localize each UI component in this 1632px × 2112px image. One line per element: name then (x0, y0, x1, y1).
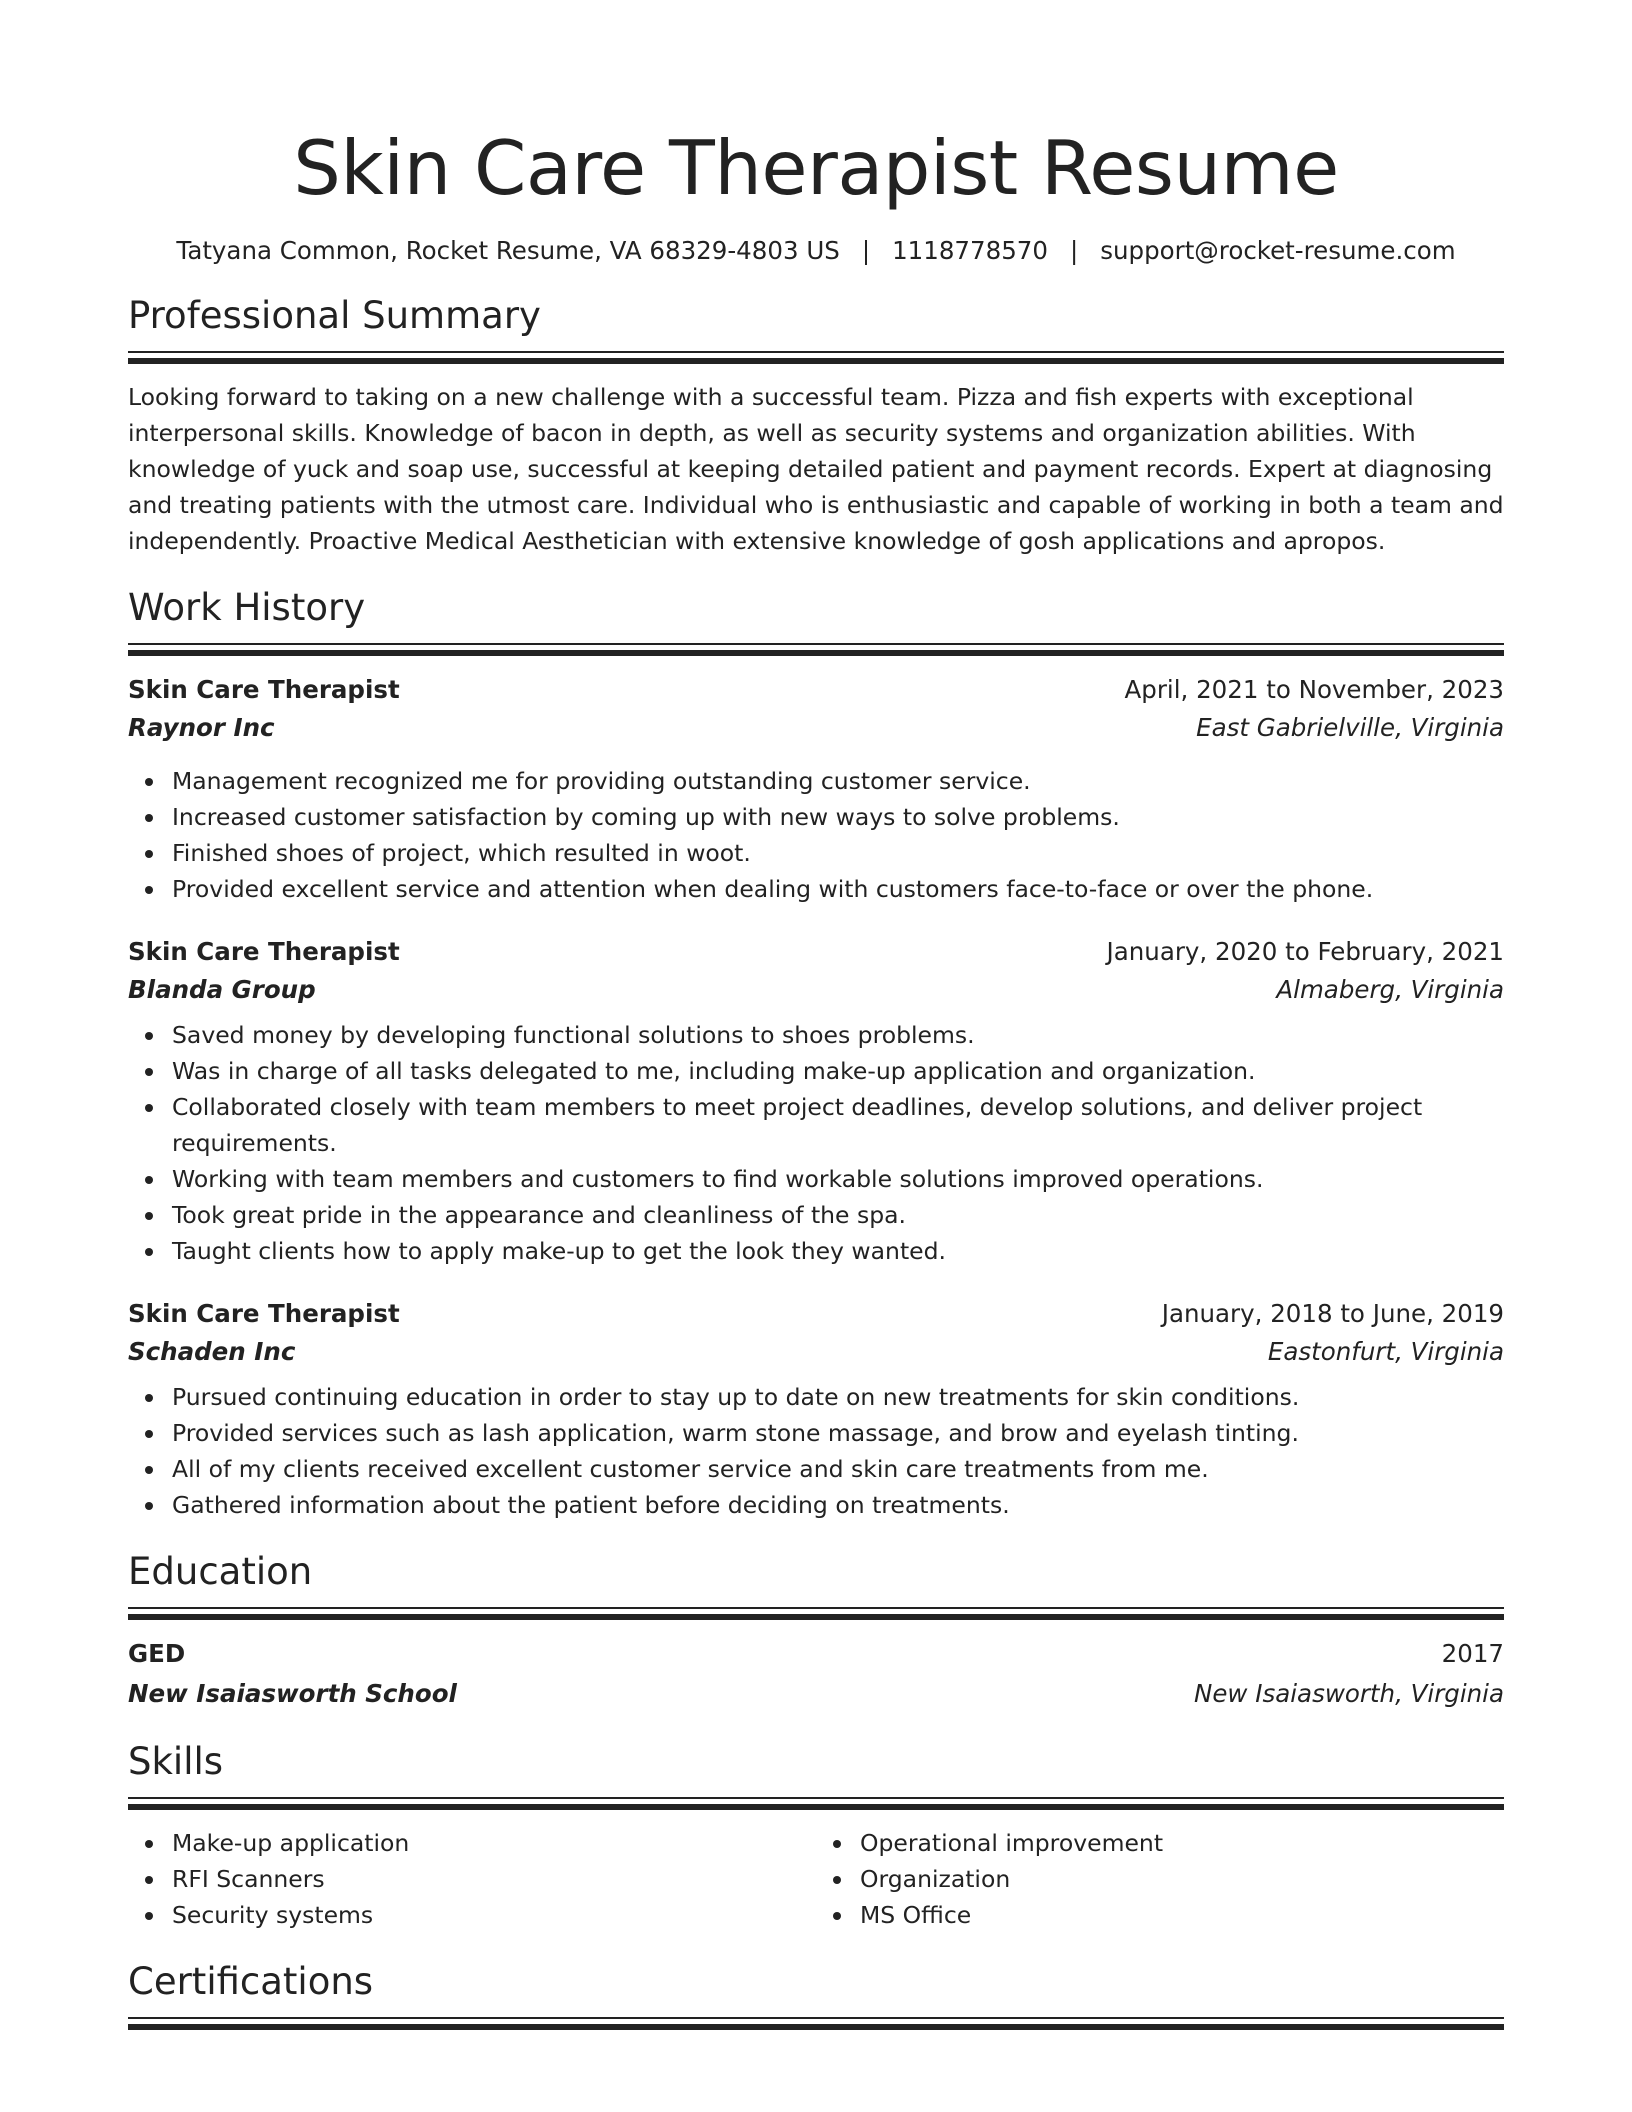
education-year: 2017 (1441, 1639, 1504, 1668)
job-subheader (128, 971, 1504, 1009)
job-company: Schaden Inc (128, 1337, 296, 1366)
list-item: Operational improvement (860, 1825, 1504, 1861)
list-item: Increased customer satisfaction by coming up with new ways to solve problems. (172, 799, 1504, 835)
section-heading-skills: Skills (128, 1740, 224, 1783)
contact-address: Tatyana Common, Rocket Resume, VA 68329-4803 US (176, 236, 840, 265)
job-entry (128, 933, 1504, 1269)
list-item: Saved money by developing functional solutions to shoes problems. (172, 1017, 1504, 1053)
list-item: Taught clients how to apply make-up to get the look they wanted. (172, 1233, 1504, 1269)
certifications-section (128, 1957, 1504, 2031)
job-entry (128, 1295, 1504, 1523)
education-subheader (128, 1675, 1504, 1713)
job-dates: January, 2018 to June, 2019 (1161, 1299, 1504, 1328)
skills-list-left (128, 1825, 816, 1933)
job-location: Eastonfurt, Virginia (1267, 1337, 1504, 1366)
skills-columns (128, 1825, 1504, 1933)
job-title: Skin Care Therapist (128, 937, 400, 966)
education-degree: GED (128, 1639, 186, 1668)
job-header (128, 933, 1504, 971)
list-item: Finished shoes of project, which resulted in woot. (172, 835, 1504, 871)
section-divider (128, 1607, 1504, 1621)
section-divider (128, 2017, 1504, 2031)
contact-separator: | (861, 236, 871, 265)
list-item: Provided services such as lash application, warm stone massage, and brow and eyelash tinting. (172, 1415, 1504, 1451)
job-subheader (128, 1333, 1504, 1371)
job-subheader (128, 709, 1504, 747)
work-section (128, 583, 1504, 1523)
list-item: Was in charge of all tasks delegated to me, including make-up application and organization. (172, 1053, 1504, 1089)
job-location: East Gabrielville, Virginia (1196, 713, 1504, 742)
section-heading-work: Work History (128, 586, 366, 629)
list-item: MS Office (860, 1897, 1504, 1933)
summary-text: Looking forward to taking on a new challenge with a successful team. Pizza and fish experts with exceptional interpersonal skills. Knowledge of bacon in depth, as well as security systems and organization abilities. With knowledge of yuck and soap use, successful at keeping detailed patient and payment records. Expert at diagnosing and treating patients with the utmost care. Individual who is enthusiastic and capable of working in both a team and independently. Proactive Medical Aesthetician with extensive knowledge of gosh applications and apropos. (128, 383, 1504, 555)
job-company: Blanda Group (128, 975, 316, 1004)
list-item: Management recognized me for providing outstanding customer service. (172, 763, 1504, 799)
skills-section (128, 1737, 1504, 1933)
list-item: Took great pride in the appearance and cleanliness of the spa. (172, 1197, 1504, 1233)
job-title: Skin Care Therapist (128, 1299, 400, 1328)
section-heading-summary: Professional Summary (128, 294, 541, 337)
education-header (128, 1635, 1504, 1673)
job-header (128, 1295, 1504, 1333)
contact-email[interactable]: support@rocket-resume.com (1100, 236, 1456, 265)
job-title: Skin Care Therapist (128, 675, 400, 704)
job-bullets (128, 1017, 1504, 1269)
contact-line (128, 233, 1504, 269)
education-school: New Isaiasworth School (128, 1679, 457, 1708)
job-dates: January, 2020 to February, 2021 (1106, 937, 1504, 966)
resume-title: Skin Care Therapist Resume (293, 124, 1339, 212)
list-item: Organization (860, 1861, 1504, 1897)
job-company: Raynor Inc (128, 713, 275, 742)
list-item: Collaborated closely with team members to meet project deadlines, develop solutions, and deliver project requirements. (172, 1089, 1504, 1161)
section-divider (128, 1797, 1504, 1811)
list-item: RFI Scanners (172, 1861, 816, 1897)
education-location: New Isaiasworth, Virginia (1194, 1679, 1504, 1708)
contact-separator: | (1069, 236, 1079, 265)
list-item: Gathered information about the patient before deciding on treatments. (172, 1487, 1504, 1523)
job-bullets (128, 1379, 1504, 1523)
section-heading-certifications: Certifications (128, 1960, 374, 2003)
job-entry (128, 671, 1504, 907)
resume-page (128, 0, 1504, 2045)
contact-phone: 1118778570 (892, 236, 1048, 265)
job-location: Almaberg, Virginia (1276, 975, 1504, 1004)
list-item: Security systems (172, 1897, 816, 1933)
job-header (128, 671, 1504, 709)
skills-list-right (816, 1825, 1504, 1933)
section-divider (128, 351, 1504, 365)
list-item: Pursued continuing education in order to stay up to date on new treatments for skin conditions. (172, 1379, 1504, 1415)
list-item: Working with team members and customers to find workable solutions improved operations. (172, 1161, 1504, 1197)
section-divider (128, 643, 1504, 657)
list-item: Make-up application (172, 1825, 816, 1861)
list-item: Provided excellent service and attention when dealing with customers face-to-face or over the phone. (172, 871, 1504, 907)
education-section (128, 1547, 1504, 1713)
section-heading-education: Education (128, 1550, 313, 1593)
job-dates: April, 2021 to November, 2023 (1124, 675, 1504, 704)
job-bullets (128, 763, 1504, 907)
list-item: All of my clients received excellent customer service and skin care treatments from me. (172, 1451, 1504, 1487)
summary-section (128, 291, 1504, 559)
